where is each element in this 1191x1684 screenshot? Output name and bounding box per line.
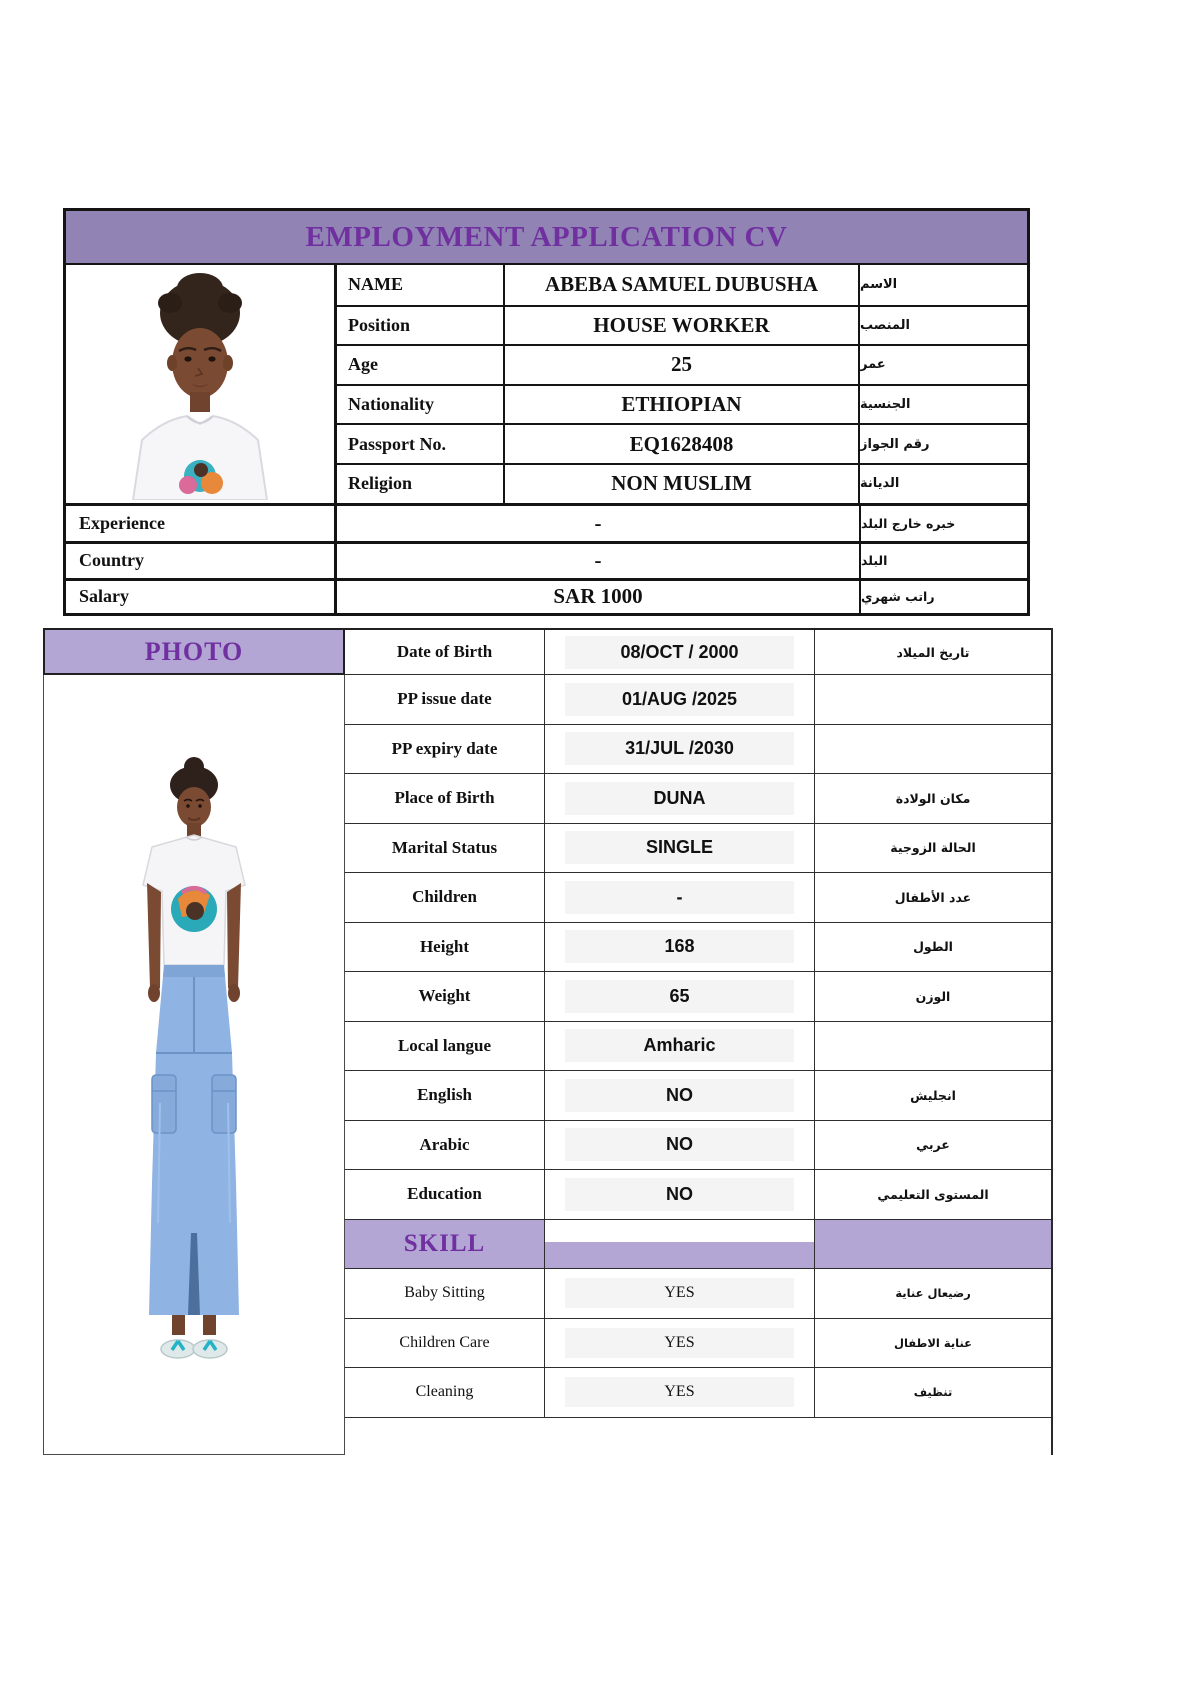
field-value	[545, 923, 815, 972]
field-label: Arabic	[345, 1121, 545, 1170]
field-label: Children	[345, 873, 545, 922]
field-value-text: 168	[565, 930, 794, 963]
field-value: SAR 1000	[337, 581, 861, 613]
skill-value	[545, 1368, 815, 1417]
field-label: English	[345, 1071, 545, 1120]
details-fields	[345, 628, 1053, 1455]
table-row	[66, 541, 1027, 578]
field-value-text: -	[565, 881, 794, 914]
field-label-arabic	[815, 675, 1051, 724]
table-row	[345, 824, 1051, 874]
field-value: HOUSE WORKER	[505, 307, 860, 345]
skill-section-header: SKILL	[345, 1220, 545, 1269]
field-value: -	[337, 506, 861, 541]
table-row	[66, 503, 1027, 541]
field-value-text: Amharic	[565, 1029, 794, 1062]
field-value-text: DUNA	[565, 782, 794, 815]
skill-label-arabic: رضيعال عناية	[895, 1286, 971, 1301]
skill-header-spacer-arabic	[815, 1220, 1051, 1269]
skill-value-text: YES	[565, 1377, 794, 1407]
field-label-arabic: البلد	[861, 553, 888, 569]
field-value	[545, 725, 815, 774]
field-value: EQ1628408	[505, 425, 860, 463]
table-row	[337, 384, 1027, 424]
table-row	[345, 725, 1051, 775]
field-value	[545, 873, 815, 922]
field-value: ABEBA SAMUEL DUBUSHA	[505, 265, 860, 305]
field-label-arabic: المستوى التعليمي	[877, 1186, 989, 1202]
skill-value	[545, 1269, 815, 1318]
table-row	[345, 1368, 1051, 1418]
skill-header-spacer	[545, 1220, 815, 1269]
field-value: -	[337, 544, 861, 578]
table-row	[345, 1121, 1051, 1171]
field-value: 25	[505, 346, 860, 384]
table-row	[345, 1319, 1051, 1369]
field-label-arabic: خبره خارج البلد	[861, 515, 956, 531]
field-value	[545, 1170, 815, 1219]
field-label-arabic: الديانة	[860, 476, 900, 492]
field-value-text: SINGLE	[565, 831, 794, 864]
table-row	[337, 344, 1027, 384]
field-label-arabic: تاريخ الميلاد	[896, 644, 970, 660]
table-row	[66, 578, 1027, 613]
field-value-text: NO	[565, 1178, 794, 1211]
applicant-fullbody-photo	[94, 753, 294, 1393]
field-value	[545, 824, 815, 873]
field-label: Date of Birth	[345, 630, 545, 674]
field-value-text: 08/OCT / 2000	[565, 636, 794, 669]
field-value	[545, 1071, 815, 1120]
field-label: Passport No.	[337, 425, 505, 463]
field-label: Nationality	[337, 386, 505, 424]
field-label: Salary	[66, 581, 337, 613]
field-label: Place of Birth	[345, 774, 545, 823]
field-label-arabic: رقم الجواز	[860, 436, 930, 452]
field-value-text: 01/AUG /2025	[565, 683, 794, 716]
field-label-arabic: الوزن	[915, 988, 951, 1004]
table-row	[345, 972, 1051, 1022]
table-row	[345, 1269, 1051, 1319]
fullbody-photo-cell	[43, 675, 345, 1455]
field-label-arabic: الاسم	[860, 277, 898, 293]
skill-section-row	[345, 1220, 1051, 1270]
field-label-arabic: عربي	[916, 1137, 950, 1153]
table-row	[345, 628, 1051, 675]
skill-label: Baby Sitting	[345, 1269, 545, 1318]
summary-fields	[337, 265, 1027, 503]
field-label-arabic: عدد الأطفال	[894, 889, 972, 905]
field-label-arabic: الحالة الزوجية	[890, 840, 976, 856]
field-label-arabic: عمر	[860, 357, 886, 373]
table-row	[345, 1170, 1051, 1220]
table-row	[337, 305, 1027, 345]
field-label: Height	[345, 923, 545, 972]
field-value-text: 65	[565, 980, 794, 1013]
field-label-arabic: المنصب	[860, 317, 910, 333]
field-label: NAME	[337, 265, 505, 305]
field-label: Marital Status	[345, 824, 545, 873]
skill-label: Children Care	[345, 1319, 545, 1368]
cv-title: EMPLOYMENT APPLICATION CV	[66, 211, 1027, 263]
skill-value-text: YES	[565, 1278, 794, 1308]
field-label-arabic: الطول	[913, 939, 953, 955]
field-label: Country	[66, 544, 337, 578]
skill-label-arabic: تنظيف	[913, 1385, 953, 1400]
field-label-arabic: مكان الولادة	[895, 790, 971, 806]
field-value	[545, 1022, 815, 1071]
field-label: Religion	[337, 465, 505, 503]
field-label: Age	[337, 346, 505, 384]
field-value	[545, 1121, 815, 1170]
field-label-arabic	[815, 725, 1051, 774]
table-row	[337, 463, 1027, 503]
skill-value	[545, 1319, 815, 1368]
application-details-table	[43, 628, 1053, 1455]
table-row	[345, 1022, 1051, 1072]
field-label: Experience	[66, 506, 337, 541]
field-label-arabic: راتب شهري	[861, 589, 935, 605]
headshot-photo-cell	[66, 265, 337, 503]
table-row	[337, 265, 1027, 305]
table-row	[345, 1071, 1051, 1121]
field-value	[545, 675, 815, 724]
field-value-text: 31/JUL /2030	[565, 732, 794, 765]
field-value: ETHIOPIAN	[505, 386, 860, 424]
field-value	[545, 630, 815, 674]
skill-value-text: YES	[565, 1328, 794, 1358]
skill-label-arabic: عناية الاطفال	[893, 1335, 973, 1350]
application-summary-table	[63, 208, 1030, 616]
field-label-arabic: الجنسية	[860, 397, 911, 413]
skill-label: Cleaning	[345, 1368, 545, 1417]
field-value-text: NO	[565, 1128, 794, 1161]
applicant-headshot-photo	[115, 268, 285, 500]
photo-column	[43, 628, 345, 1455]
field-label: Position	[337, 307, 505, 345]
field-label: PP issue date	[345, 675, 545, 724]
table-row	[345, 675, 1051, 725]
photo-section-header: PHOTO	[43, 628, 345, 675]
field-label-arabic: انجليش	[910, 1087, 956, 1103]
table-row	[345, 923, 1051, 973]
field-label: Local langue	[345, 1022, 545, 1071]
field-label: PP expiry date	[345, 725, 545, 774]
table-row	[337, 423, 1027, 463]
field-value	[545, 774, 815, 823]
field-label-arabic	[815, 1022, 1051, 1071]
table-row	[345, 873, 1051, 923]
summary-table-body	[66, 263, 1027, 503]
field-value: NON MUSLIM	[505, 465, 860, 503]
field-value	[545, 972, 815, 1021]
field-label: Weight	[345, 972, 545, 1021]
field-value-text: NO	[565, 1079, 794, 1112]
table-row	[345, 774, 1051, 824]
field-label: Education	[345, 1170, 545, 1219]
